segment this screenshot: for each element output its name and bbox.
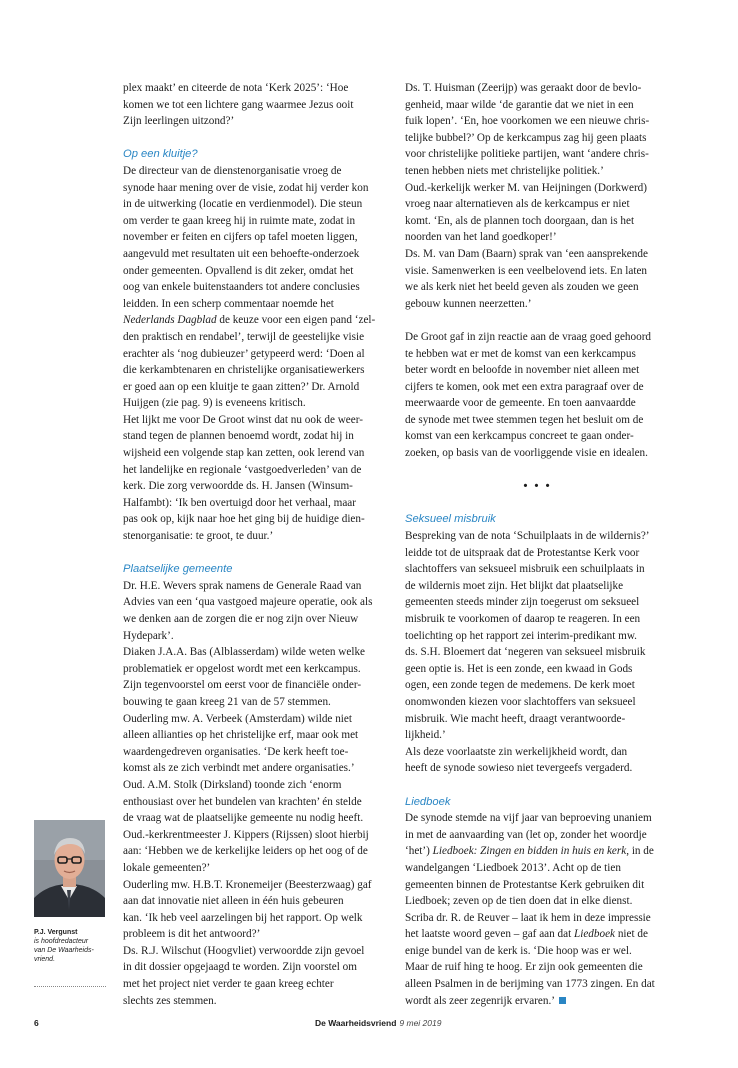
subheading-liedboek: Liedboek: [405, 795, 451, 808]
publication-info: [315, 1018, 441, 1028]
paragraph: Diaken J.A.A. Bas (Alblasserdam) wilde weten welke problematiek er opgelost wordt met een kerkcampus. Zijn tegenvoorstel om eerst voor de financiële onder- bouwing te gaan kreeg 21 van de 57 stemmen.: [123, 646, 366, 708]
paragraph: Het lijkt me voor De Groot winst dat nu ook de weer- stand tegen de plannen benoemd wordt, zodat hij in wijsheid een volgende stap kan zetten, ook lerend van het landelijke en regionale ‘vastgoedverleden’ van de kerk. Die zorg verwoordde ds. H. Jansen (Winsum- Halfambt): ‘Ik ben overtuigd door het verhaal, maar pas ook op, kijk naar hoe het ging bij de huidige dien- stenorganisatie: te groot, te duur.’: [123, 413, 365, 543]
paragraph: Ouderling mw. H.B.T. Kronemeijer (Beesterzwaag) gaf aan dat innovatie niet alleen in één huis gebeuren kan. ‘Ik heb veel aarzelingen bij het rapport. Op welk probleem is dit het antwoord?’: [123, 878, 372, 941]
paragraph: Oud. A.M. Stolk (Dirksland) toonde zich ‘enorm enthousiast over het bundelen van krachten’ én stelde de vraag wat de plaatselijke gemeente nu nodig heeft.: [123, 778, 364, 825]
paragraph: De directeur van de dienstenorganisatie vroeg de synode haar mening over de visie, zodat hij verder kon in de uitwerking (locatie en verdienmodel). Die steun om verder te gaan kreeg hij in ruimte mate, zodat in november er feiten en cijfers op tafel moeten liggen, aangevuld met resultaten uit een behoefte-onderzoek onder gemeenten. Opvallend is dit zeker, omdat het oog van enkele buitenstaanders tot andere conclusies leidden. In een scherp commentaar noemde het Nederlands Dagblad de keuze voor een eigen pand ‘zel- den praktisch en rendabel’, terwijl de geestelijke visie erachter als ‘nog dubieuzer’ getypeerd werd: ‘Doen al die kerkambtenaren en christelijke organisatiewerkers er goed aan op een kluitje te gaan zitten?’ Dr. Arnold Huijgen (zie pag. 9) is eveneens kritisch.: [123, 164, 376, 410]
paragraph: Oud.-kerkelijk werker M. van Heijningen (Dorkwerd) vroeg naar alternatieven als de kerkcampus er niet komt. ‘En, als de plannen toch doorgaan, dan is het noorden van het land goedkoper!’: [405, 181, 648, 244]
end-of-article-mark: [559, 997, 566, 1004]
paragraph: Als deze voorlaatste zin werkelijkheid wordt, dan heeft de synode sowieso niet tevergeefs vergaderd.: [405, 745, 633, 775]
paragraph: Oud.-kerkrentmeester J. Kippers (Rijssen) sloot hierbij aan: ‘Hebben we de kerkelijke leiders op het oog of de lokale gemeenten?’: [123, 828, 369, 874]
caption-divider: [34, 986, 106, 987]
magazine-title: De Waarheidsvriend: [315, 1018, 397, 1028]
author-name: P.J. Vergunst: [34, 929, 78, 936]
book-title: Liedboek: Zingen en bidden in huis en kerk: [432, 845, 627, 858]
subheading-plaatselijke-gemeente: Plaatselijke gemeente: [123, 563, 233, 576]
author-photo: [34, 820, 105, 917]
paragraph: De Groot gaf in zijn reactie aan de vraag goed gehoord te hebben wat er met de komst van een kerkcampus beter wordt en beloofde in november niet alleen met cijfers te komen, ook met een extra paragraaf over de meerwaarde voor de gemeente. En toen aanvaardde de synode met twee stemmen tegen het besluit om de komst van een kerkcampus concreet te gaan onder- zoeken, op basis van de voorliggende visie en idealen.: [405, 330, 652, 460]
newspaper-title: Nederlands Dagblad: [123, 314, 217, 327]
paragraph: plex maakt’ en citeerde de nota ‘Kerk 2025’: ‘Hoe komen we tot een lichtere gang waarmee Jezus ooit Zijn leerlingen uitzond?’: [123, 82, 354, 128]
subheading-seksueel-misbruik: Seksueel misbruik: [405, 513, 496, 526]
right-column: [405, 80, 670, 1009]
subheading-op-een-kluitje: Op een kluitje?: [123, 148, 198, 161]
author-role: is hoofdredacteur van De Waarheids- vriend.: [34, 938, 94, 963]
paragraph: Ds. M. van Dam (Baarn) sprak van ‘een aansprekende visie. Samenwerken is een veelbelovend iets. En laten we als kerk niet het beeld geven als zouden we geen gebouw kunnen neerzetten.’: [405, 247, 648, 310]
paragraph: Dr. H.E. Wevers sprak namens de Generale Raad van Advies van een ‘qua vastgoed majeure operatie, ook als we denken aan de zorgen die er nog zijn over Nieuw Hydepark’.: [123, 579, 373, 642]
section-separator: • • •: [523, 480, 552, 493]
author-caption: [34, 928, 106, 964]
paragraph: Ouderling mw. A. Verbeek (Amsterdam) wilde niet alleen allianties op het christelijke erf, maar ook met waardengedreven organisaties. ‘De kerk heeft toe- komst als ze zich verbindt met andere organisaties.’: [123, 712, 359, 775]
paragraph: Ds. T. Huisman (Zeerijp) was geraakt door de bevlo- genheid, maar wilde ‘de garantie dat we niet in een fuik lopen’. ‘En, hoe voorkomen we een nieuwe chris- telijke bubbel?’ Op de kerkcampus zag hij geen plaats voor christelijke politieke partijen, want ‘andere chris- tenen hebben niets met christelijke politiek.’: [405, 82, 650, 177]
issue-date: 9 mei 2019: [399, 1018, 442, 1028]
paragraph: Ds. R.J. Wilschut (Hoogvliet) verwoordde zijn gevoel in dit dossier opgejaagd te worden. Zijn voorstel om met het project niet verder te gaan kreeg echter slechts zes stemmen.: [123, 944, 365, 1007]
left-column: [123, 80, 385, 1009]
page-number: 6: [34, 1018, 39, 1028]
paragraph: Bespreking van de nota ‘Schuilplaats in de wildernis?’ leidde tot de uitspraak dat de Protestantse Kerk voor slachtoffers van seksueel misbruik een schuilplaats in de wildernis moet zijn. Het blijkt dat plaatselijke gemeenten steeds minder zijn toegerust om seksueel misbruik te voorkomen of daarop te reageren. In een toelichting op het rapport zei interim-predikant mw. ds. S.H. Bloemert dat ‘negeren van seksueel misbruik geen optie is. Het is een zonde, een kwaad in Gods ogen, een zonde tegen de medemens. De kerk moet onomwonden kiezen voor slachtoffers van seksueel misbruik. Wie macht heeft, draagt verantwoorde- lijkheid.’: [405, 530, 650, 742]
book-title: Liedboek: [574, 928, 616, 941]
paragraph: De synode stemde na vijf jaar van beproeving unaniem in met de aanvaarding van (let op, zonder het woordje ‘het’) Liedboek: Zingen en bidden in huis en kerk, in de wandelgangen ‘Liedboek 2013’. Acht op de tien gemeenten binnen de Protestantse Kerk gebruiken dit Liedboek; zeven op de tien doen dat in elke dienst. Scriba dr. R. de Reuver – laat ik hem in deze impressie het laatste woord geven – gaf aan dat Liedboek niet de enige bundel van de kerk is. ‘Die hoop was er wel. Maar de ruif hing te hoog. Er zijn ook gemeenten die alleen Psalmen in de berijming van 1773 zingen. En dat wordt als zeer zegenrijk ervaren.’: [405, 812, 655, 1007]
